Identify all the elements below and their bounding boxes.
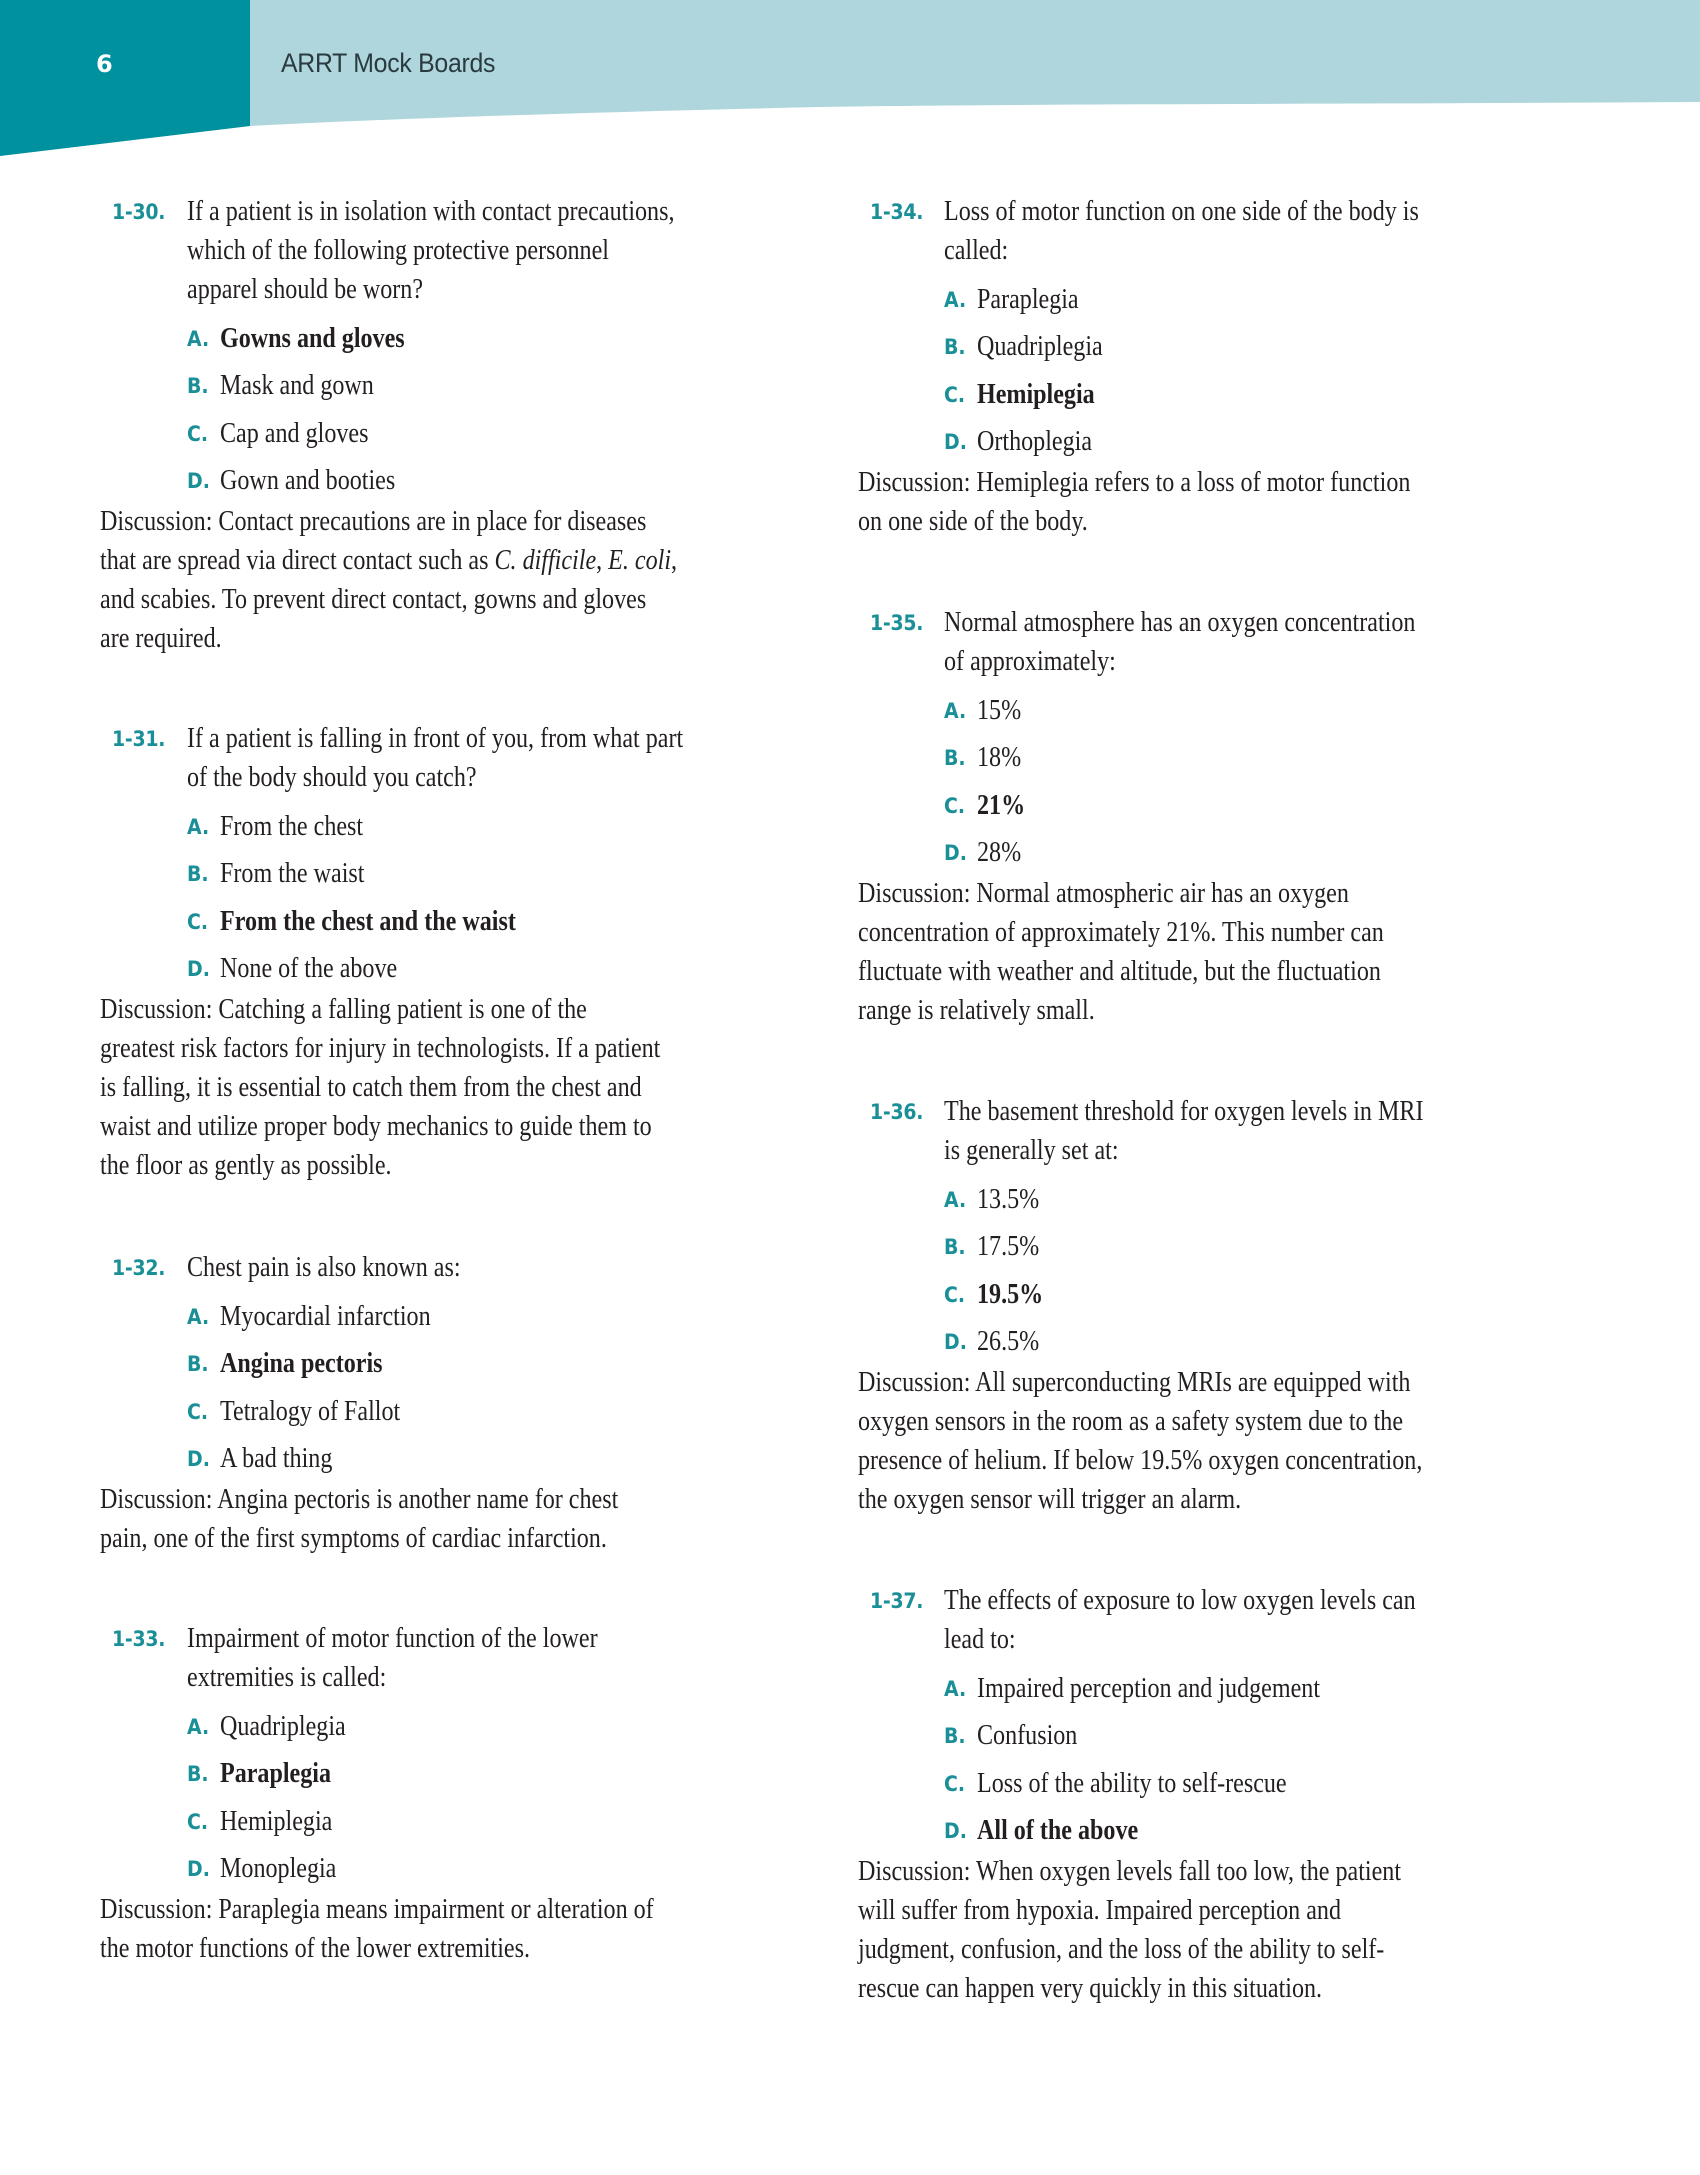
option-letter: B. — [944, 1235, 966, 1260]
option-text: Paraplegia — [977, 284, 1079, 315]
question-text-line: The basement threshold for oxygen levels in MRI — [944, 1096, 1424, 1127]
option-text: Myocardial infarction — [220, 1301, 431, 1332]
discussion-line: pain, one of the first symptoms of cardiac infarction. — [100, 1523, 607, 1555]
option-letter: A. — [187, 1715, 210, 1739]
option-text-correct: From the chest and the waist — [220, 905, 516, 937]
option-letter: D. — [944, 1818, 967, 1843]
discussion-line: concentration of approximately 21%. This number can — [858, 917, 1384, 949]
option-text: Cap and gloves — [220, 417, 369, 449]
option-letter: C. — [944, 382, 966, 407]
option-letter: C. — [944, 1282, 966, 1307]
option-letter: A. — [944, 288, 967, 312]
header-light-band — [0, 0, 1700, 156]
option-text: Mask and gown — [220, 370, 374, 402]
discussion-line: Discussion: Contact precautions are in place for diseases — [100, 506, 647, 538]
option-letter: D. — [944, 840, 967, 865]
option-text-correct: All of the above — [977, 1814, 1139, 1846]
page-header — [0, 0, 1700, 160]
question-number: 1-37. — [870, 1589, 924, 1613]
option-letter: A. — [187, 815, 210, 839]
question-text-line: of the body should you catch? — [187, 762, 477, 793]
option-text: 28% — [977, 836, 1022, 868]
discussion-line: presence of helium. If below 19.5% oxygen concentration, — [858, 1445, 1423, 1477]
option-text: From the chest — [220, 811, 364, 842]
question-text-line: The effects of exposure to low oxygen levels can — [944, 1585, 1416, 1616]
option-text-correct: 21% — [977, 789, 1026, 821]
option-text: Hemiplegia — [220, 1805, 333, 1837]
option-text: 17.5% — [977, 1231, 1040, 1263]
question-text-line: apparel should be worn? — [187, 274, 424, 305]
discussion-line: the floor as gently as possible. — [100, 1150, 392, 1182]
option-text-correct: Gowns and gloves — [220, 323, 405, 354]
discussion-line: waist and utilize proper body mechanics to guide them to — [100, 1111, 652, 1143]
discussion-line: Discussion: All superconducting MRIs are equipped with — [858, 1367, 1411, 1399]
discussion-line: Discussion: Angina pectoris is another name for chest — [100, 1484, 619, 1516]
header-banner — [0, 0, 1700, 160]
question-text-line: called: — [944, 235, 1009, 266]
question-text-line: which of the following protective personnel — [187, 235, 609, 266]
option-letter: B. — [187, 1352, 209, 1377]
question-text-line: Impairment of motor function of the lower — [187, 1623, 598, 1654]
question-number: 1-30. — [112, 200, 166, 224]
discussion-line: Discussion: When oxygen levels fall too low, the patient — [858, 1856, 1402, 1888]
option-text: Quadriplegia — [220, 1711, 346, 1742]
option-letter: C. — [187, 421, 209, 446]
option-letter: C. — [187, 1399, 209, 1424]
option-letter: A. — [944, 699, 967, 723]
option-letter: D. — [187, 1446, 210, 1471]
question-text-line: If a patient is in isolation with contact precautions, — [187, 196, 675, 227]
option-letter: B. — [187, 1762, 209, 1787]
option-text: Quadriplegia — [977, 331, 1103, 363]
discussion-line: Discussion: Catching a falling patient is one of the — [100, 994, 587, 1026]
option-text-correct: Angina pectoris — [220, 1348, 383, 1380]
option-text: Monoplegia — [220, 1852, 337, 1884]
header-dark-block — [0, 0, 250, 156]
question-number: 1-34. — [870, 200, 924, 224]
option-text: Orthoplegia — [977, 425, 1093, 457]
question-number: 1-33. — [112, 1627, 166, 1651]
option-letter: A. — [944, 1188, 967, 1212]
discussion-line: oxygen sensors in the room as a safety system due to the — [858, 1406, 1404, 1438]
option-letter: B. — [187, 862, 209, 887]
option-letter: A. — [187, 1305, 210, 1329]
option-letter: A. — [944, 1677, 967, 1701]
page-number: 6 — [96, 50, 113, 78]
discussion-line: greatest risk factors for injury in technologists. If a patient — [100, 1033, 661, 1065]
option-text-correct: 19.5% — [977, 1278, 1044, 1310]
option-text: Tetralogy of Fallot — [220, 1395, 401, 1427]
option-letter: C. — [944, 793, 966, 818]
question-number: 1-32. — [112, 1256, 166, 1280]
question-number: 1-35. — [870, 611, 924, 635]
discussion-line: rescue can happen very quickly in this situation. — [858, 1973, 1323, 2005]
option-text: None of the above — [220, 952, 398, 984]
discussion-line: are required. — [100, 623, 222, 655]
question-text-line: Loss of motor function on one side of the body is — [944, 196, 1419, 227]
option-letter: C. — [944, 1771, 966, 1796]
discussion-line: is falling, it is essential to catch them from the chest and — [100, 1072, 642, 1104]
option-text: 15% — [977, 695, 1022, 726]
option-letter: B. — [944, 1724, 966, 1749]
option-letter: C. — [187, 909, 209, 934]
option-text-correct: Paraplegia — [220, 1758, 332, 1790]
option-text: 18% — [977, 742, 1022, 774]
discussion-line: the motor functions of the lower extremities. — [100, 1933, 530, 1965]
option-letter: A. — [187, 327, 210, 351]
discussion-line: and scabies. To prevent direct contact, gowns and gloves — [100, 584, 647, 616]
discussion-line: will suffer from hypoxia. Impaired perception and — [858, 1895, 1342, 1927]
question-text-line: of approximately: — [944, 646, 1116, 677]
discussion-line: Discussion: Hemiplegia refers to a loss of motor function — [858, 467, 1411, 499]
question-text-line: If a patient is falling in front of you, from what part — [187, 723, 684, 754]
option-text: 26.5% — [977, 1325, 1040, 1357]
discussion-line: judgment, confusion, and the loss of the ability to self- — [858, 1934, 1385, 1966]
discussion-line: on one side of the body. — [858, 506, 1088, 538]
option-text: Gown and booties — [220, 464, 396, 496]
option-letter: D. — [187, 1856, 210, 1881]
question-text-line: Chest pain is also known as: — [187, 1252, 461, 1283]
option-text: Loss of the ability to self-rescue — [977, 1767, 1287, 1799]
option-letter: C. — [187, 1809, 209, 1834]
option-text: A bad thing — [220, 1442, 333, 1474]
option-letter: D. — [187, 956, 210, 981]
option-text: Impaired perception and judgement — [977, 1673, 1321, 1704]
discussion-line: the oxygen sensor will trigger an alarm. — [858, 1484, 1242, 1516]
option-letter: D. — [187, 468, 210, 493]
option-letter: D. — [944, 1329, 967, 1354]
option-letter: D. — [944, 429, 967, 454]
option-letter: B. — [944, 746, 966, 771]
question-number: 1-36. — [870, 1100, 924, 1124]
discussion-line: Discussion: Normal atmospheric air has an oxygen — [858, 878, 1349, 910]
discussion-line: that are spread via direct contact such as C. difficile, E. coli, — [100, 545, 678, 577]
question-number: 1-31. — [112, 727, 166, 751]
discussion-line: range is relatively small. — [858, 995, 1095, 1027]
question-text-line: is generally set at: — [944, 1135, 1119, 1166]
option-letter: B. — [944, 335, 966, 360]
question-text-line: lead to: — [944, 1624, 1016, 1655]
option-letter: B. — [187, 374, 209, 399]
option-text-correct: Hemiplegia — [977, 378, 1095, 410]
running-title: ARRT Mock Boards — [281, 48, 496, 78]
question-text-line: Normal atmosphere has an oxygen concentration — [944, 607, 1416, 638]
discussion-line: Discussion: Paraplegia means impairment or alteration of — [100, 1894, 654, 1926]
option-text: 13.5% — [977, 1184, 1040, 1215]
option-text: Confusion — [977, 1720, 1078, 1752]
discussion-line: fluctuate with weather and altitude, but the fluctuation — [858, 956, 1381, 988]
question-text-line: extremities is called: — [187, 1662, 387, 1693]
option-text: From the waist — [220, 858, 365, 890]
